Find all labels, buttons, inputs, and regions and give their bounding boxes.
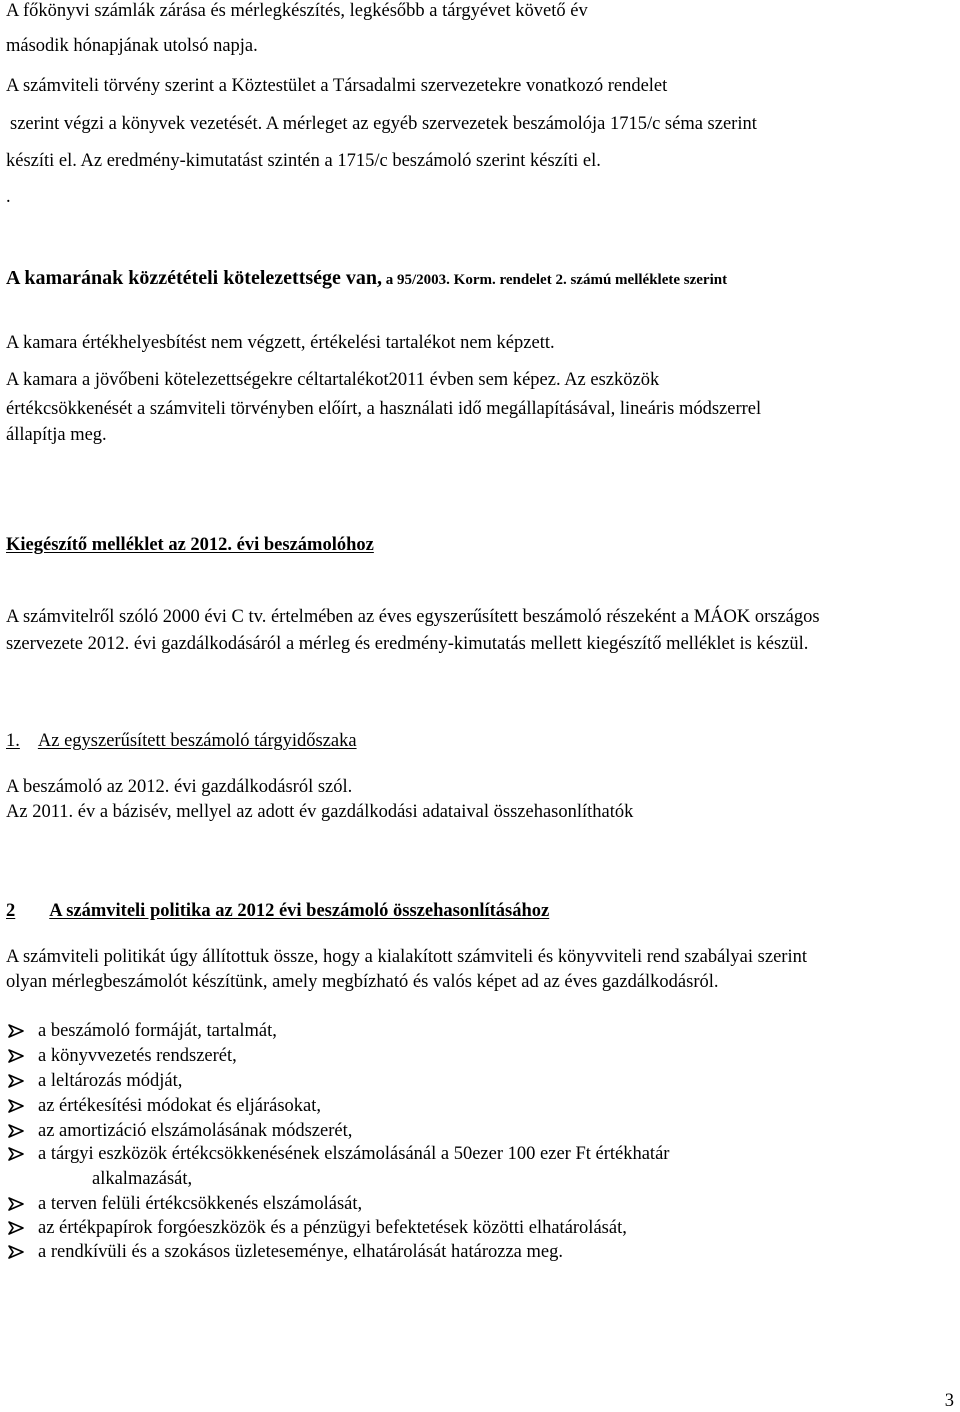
page-number: 3 [944, 1391, 954, 1411]
bullet-item: a tárgyi eszközök értékcsökkenésének elszámolásánál a 50ezer 100 ezer Ft értékhatár [38, 1144, 670, 1164]
paragraph-line: A beszámoló az 2012. évi gazdálkodásról szól. [6, 777, 353, 797]
paragraph-line: értékcsökkenését a számviteli törvényben előírt, a használati idő megállapításával, lineáris módszerrel [6, 399, 762, 419]
paragraph-line: A főkönyvi számlák zárása és mérlegkészítés, legkésőbb a tárgyévet követő év [6, 1, 588, 21]
bullet-item: a terven felüli értékcsökkenés elszámolását, [38, 1194, 363, 1214]
paragraph-line: A számviteli törvény szerint a Köztestület a Társadalmi szervezetekre vonatkozó rendelet [6, 76, 668, 96]
paragraph-line: állapítja meg. [6, 425, 107, 445]
heading-number: 2 [6, 901, 16, 921]
numbered-heading-2 [6, 900, 549, 922]
arrowhead-bullet-icon [6, 1045, 28, 1067]
heading-text: Az egyszerűsített beszámoló tárgyidőszaka [37, 731, 357, 751]
numbered-heading-1 [6, 730, 357, 752]
kamara-heading-tail: a 95/2003. Korm. rendelet 2. számú melléklete szerint [382, 272, 728, 288]
kamara-heading-main: A kamarának közzétételi kötelezettsége van, [6, 267, 383, 289]
bullet-item-continuation: alkalmazását, [92, 1169, 193, 1189]
paragraph-line: A számviteli politikát úgy állítottuk össze, hogy a kialakított számviteli és könyvviteli rend szabályai szerint [6, 947, 807, 967]
paragraph-line: olyan mérlegbeszámolót készítünk, amely megbízható és valós képet ad az éves gazdálkodásról. [6, 972, 719, 992]
bullet-item: a rendkívüli és a szokásos üzleteseménye, elhatárolását határozza meg. [38, 1242, 563, 1262]
paragraph-line: szervezete 2012. évi gazdálkodásáról a mérleg és eredmény-kimutatás mellett kiegészítő melléklet is készül. [6, 634, 809, 654]
paragraph-line: készíti el. Az eredmény-kimutatást szintén a 1715/c beszámoló szerint készíti el. [6, 151, 601, 171]
arrowhead-bullet-icon [6, 1070, 28, 1092]
bullet-item: az amortizáció elszámolásának módszerét, [38, 1121, 353, 1141]
arrowhead-bullet-icon [6, 1143, 28, 1165]
bullet-item: a leltározás módját, [38, 1071, 183, 1091]
bullet-item: a beszámoló formáját, tartalmát, [38, 1021, 277, 1041]
heading-number: 1. [6, 731, 20, 751]
paragraph-line: A kamara a jövőbeni kötelezettségekre céltartalékot2011 évben sem képez. Az eszközök [6, 370, 660, 390]
kamara-heading [6, 267, 727, 291]
arrowhead-bullet-icon [6, 1217, 28, 1239]
arrowhead-bullet-icon [6, 1193, 28, 1215]
bullet-item: az értékesítési módokat és eljárásokat, [38, 1096, 322, 1116]
paragraph-line: második hónapjának utolsó napja. [6, 36, 258, 56]
heading-text: A számviteli politika az 2012 évi beszámoló összehasonlításához [49, 901, 550, 921]
bullet-item: a könyvvezetés rendszerét, [38, 1046, 237, 1066]
section-heading: Kiegészítő melléklet az 2012. évi beszámolóhoz [6, 535, 374, 555]
bullet-item: az értékpapírok forgóeszközök és a pénzügyi befektetések közötti elhatárolását, [38, 1218, 627, 1238]
arrowhead-bullet-icon [6, 1095, 28, 1117]
paragraph-line: A számvitelről szóló 2000 évi C tv. értelmében az éves egyszerűsített beszámoló részeként a MÁOK országos [6, 607, 820, 627]
paragraph-line: . [6, 187, 11, 207]
paragraph-line: A kamara értékhelyesbítést nem végzett, értékelési tartalékot nem képzett. [6, 333, 555, 353]
arrowhead-bullet-icon [6, 1120, 28, 1142]
paragraph-line: szerint végzi a könyvek vezetését. A mérleget az egyéb szervezetek beszámolója 1715/c séma szerint [10, 114, 757, 134]
paragraph-line: Az 2011. év a bázisév, mellyel az adott év gazdálkodási adataival összehasonlíthatók [6, 802, 634, 822]
arrowhead-bullet-icon [6, 1241, 28, 1263]
arrowhead-bullet-icon [6, 1020, 28, 1042]
